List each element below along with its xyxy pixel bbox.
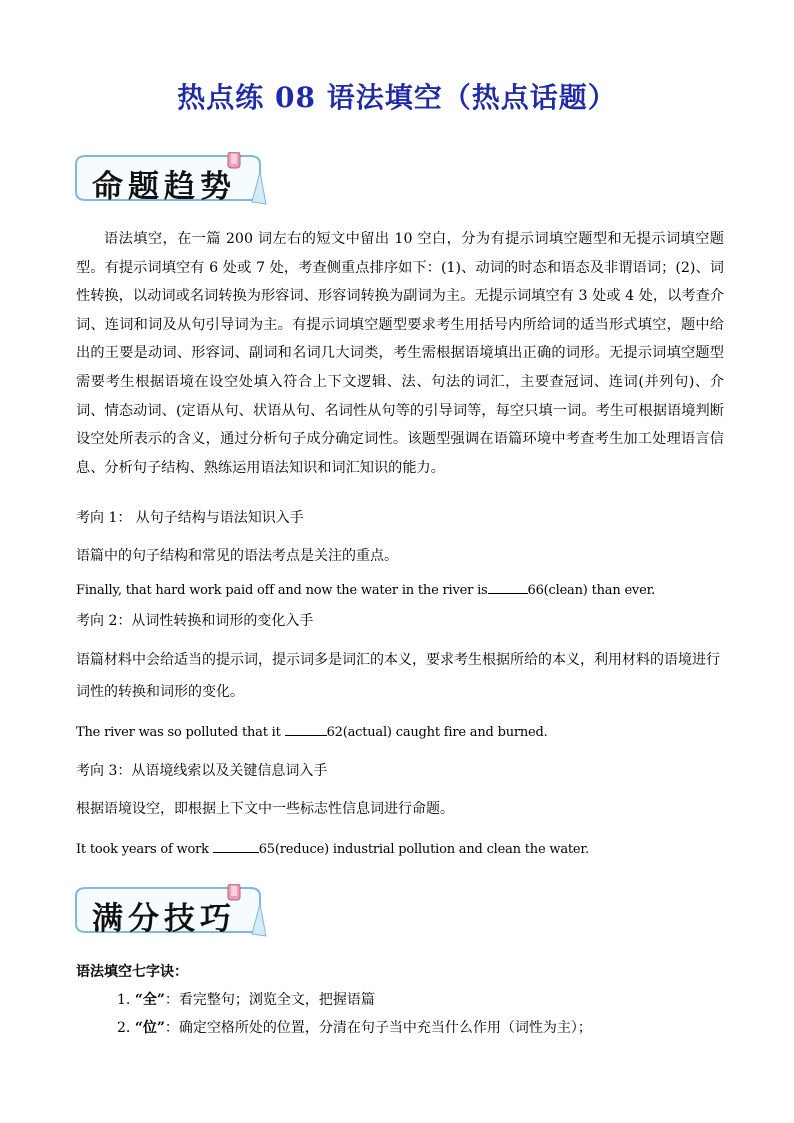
section-banner-tips	[72, 884, 268, 940]
answer-blank	[488, 579, 528, 594]
aspect-3-example	[76, 838, 726, 860]
list-number: 1.	[117, 992, 135, 1008]
list-text: ：看完整句；浏览全文，把握语篇	[164, 992, 375, 1008]
banner-title: 满分技巧	[92, 901, 236, 937]
aspect-2-heading: 考向 2：从词性转换和词形的变化入手	[76, 613, 314, 629]
aspect-2-desc-line1: 语篇材料中会给适当的提示词，提示词多是词汇的本义，要求考生根据所给的本义，利用材料的语境进行	[76, 652, 720, 668]
aspect-3-desc: 根据语境设空，即根据上下文中一些标志性信息词进行命题。	[76, 801, 454, 817]
tips-item-1	[117, 990, 767, 1010]
tips-heading: 语法填空七字诀：	[76, 964, 188, 980]
section-banner-trend	[72, 152, 268, 208]
aspect-3-heading: 考向 3：从语境线索以及关键信息词入手	[76, 763, 328, 779]
list-text: ：确定空格所处的位置，分清在句子当中充当什么作用（词性为主）；	[164, 1020, 592, 1036]
banner-title: 命题趋势	[92, 169, 236, 205]
intro-paragraph: 语法填空，在一篇 200 词左右的短文中留出 10 空白，分为有提示词填空题型和无提示词填空题型。有提示词填空有 6 处或 7 处，考查侧重点排序如下：(1)、动词的时态和语态及非谓语词；(2)、词性转换，以动词或名词转换为形容词、形容词转换为副词为主。无提示词填空有 3 处或 4 处，以考查介词、连词和词及从句引导词为主。有提示词填空题型要求考生用括号内所给词的适当形式填空，题中给出的王要是动词、形容词、副词和名词几大词类，考生需根据语境填出正确的词形。无提示词填空题型需要考生根据语境在设空处填入符合上下文逻辑、法、句法的词汇，主要查冠词、连词(并列句)、介词、情态动词、(定语从句、状语从句、名词性从句等的引导词等，每空只填一词。考生可根据语境判断设空处所表示的含义，通过分析句子成分确定词性。该题型强调在语篇环境中考查考生加工处理语言信息、分析句子结构、熟练运用语法知识和词汇知识的能力。	[76, 231, 724, 476]
example-text-before: Finally, that hard work paid off and now the water in the river is	[76, 583, 488, 598]
aspect-2-example	[76, 721, 726, 743]
example-text-after: 62(actual) caught fire and burned.	[326, 725, 548, 740]
example-text-after: 66(clean) than ever.	[527, 583, 656, 598]
example-text-before: The river was so polluted that it	[76, 725, 285, 740]
tips-item-2	[117, 1018, 767, 1038]
list-keyword: “全”	[134, 992, 165, 1008]
list-keyword: “位”	[134, 1020, 165, 1036]
list-number: 2.	[117, 1020, 135, 1036]
aspect-2-desc-line2: 词性的转换和词形的变化。	[76, 684, 244, 700]
aspect-1-heading: 考向 1： 从句子结构与语法知识入手	[76, 510, 304, 526]
aspect-1-example	[76, 579, 726, 601]
aspect-1-desc: 语篇中的句子结构和常见的语法考点是关注的重点。	[76, 548, 398, 564]
answer-blank	[285, 721, 327, 736]
example-text-after: 65(reduce) industrial pollution and clean the water.	[258, 842, 589, 857]
example-text-before: It took years of work	[76, 842, 213, 857]
page-title: 热点练 08 语法填空（热点话题）	[177, 81, 617, 114]
answer-blank	[213, 838, 259, 853]
